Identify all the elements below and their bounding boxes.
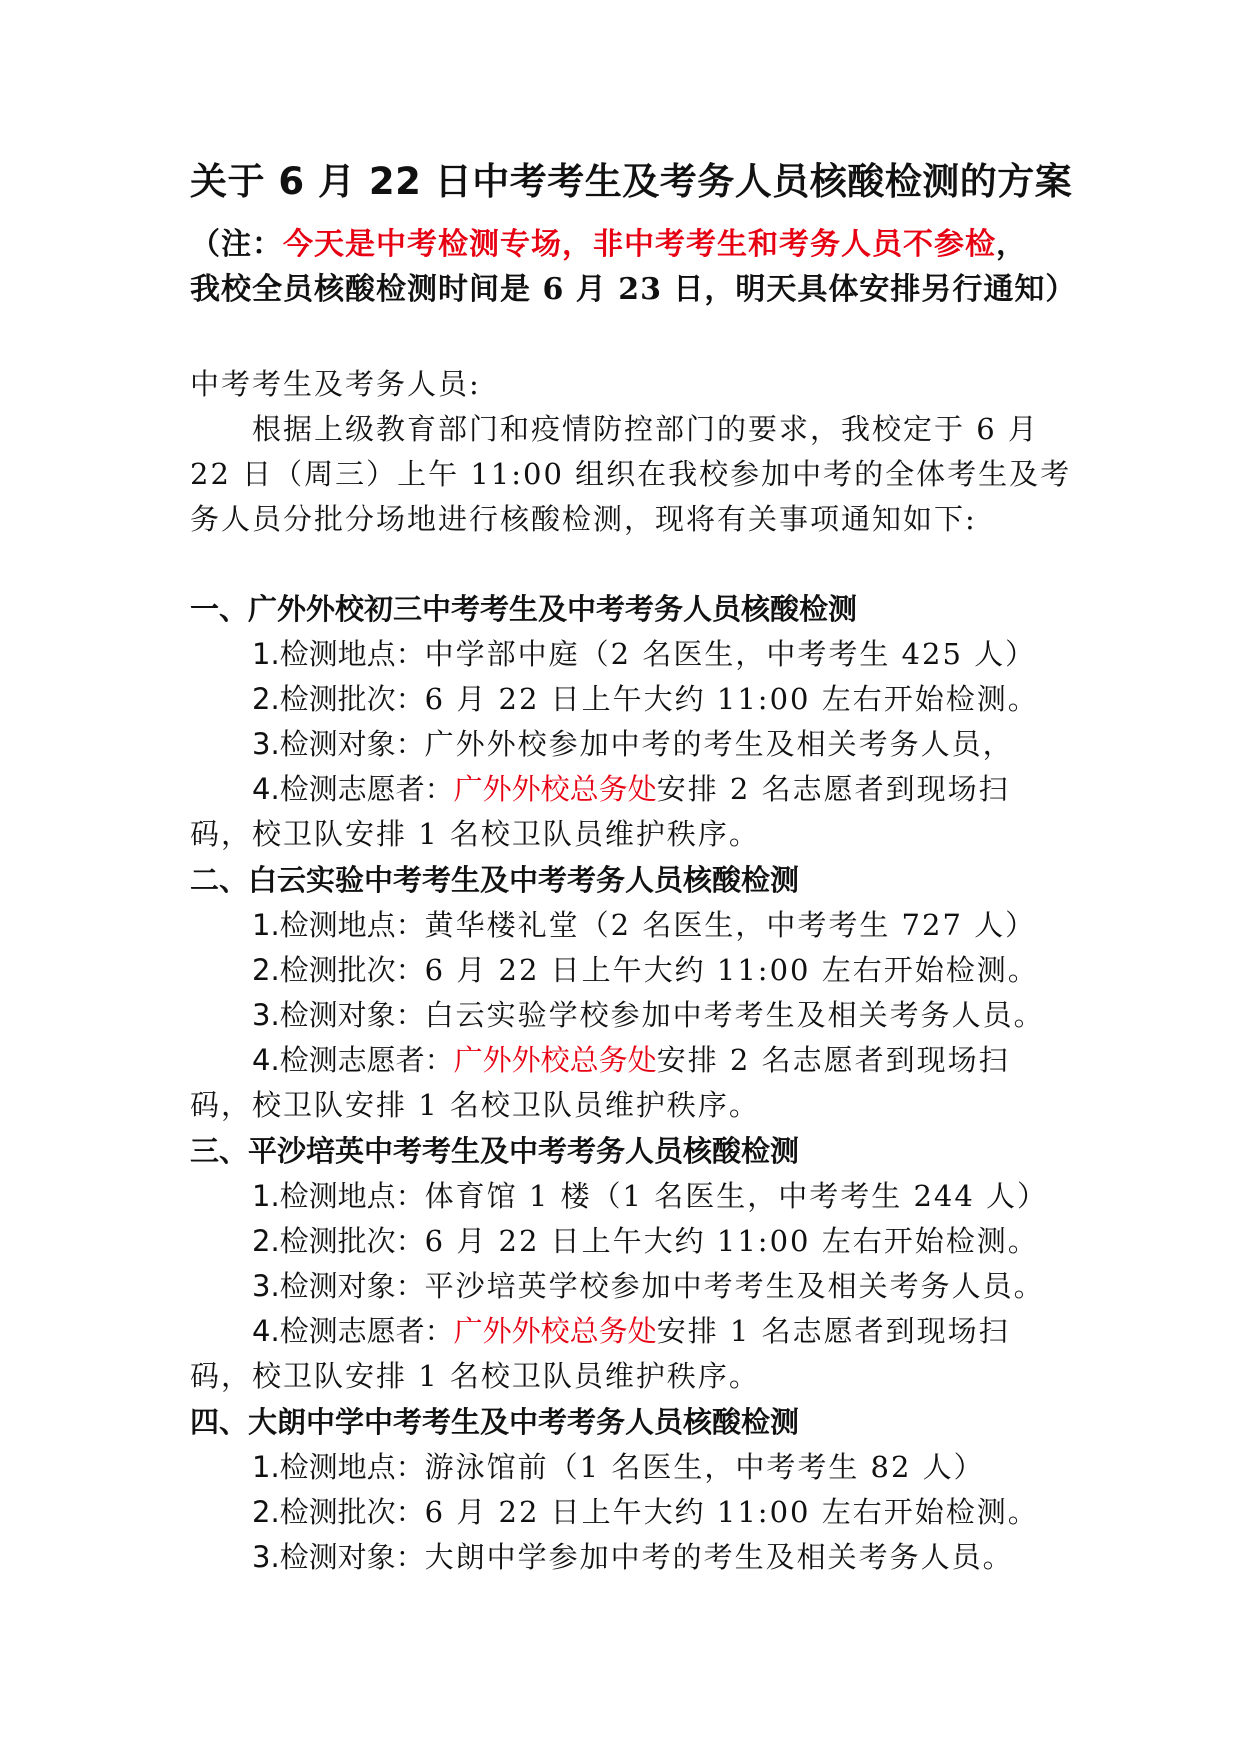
item-label: 2.检测批次： bbox=[252, 1224, 425, 1258]
item-label: 3.检测对象： bbox=[252, 998, 425, 1032]
item-label: 1.检测地点： bbox=[252, 908, 425, 942]
item-text: 安排 1 名志愿者到现场扫 bbox=[656, 1314, 1010, 1348]
item-text: 游泳馆前（1 名医生，中考考生 82 人） bbox=[424, 1450, 985, 1484]
item-text: 6 月 22 日上午大约 11:00 左右开始检测。 bbox=[424, 1224, 1039, 1258]
section-2-heading: 二、白云实验中考考生及中考考务人员核酸检测 bbox=[190, 863, 800, 897]
item-text: 6 月 22 日上午大约 11:00 左右开始检测。 bbox=[424, 1495, 1039, 1529]
item-label: 2.检测批次： bbox=[252, 682, 425, 716]
section-2-item-3 bbox=[252, 993, 1072, 1038]
section-2-item-4-cont: 码，校卫队安排 1 名校卫队员维护秩序。 bbox=[190, 1088, 760, 1122]
salutation: 中考考生及考务人员: bbox=[190, 367, 481, 401]
item-text: 安排 2 名志愿者到现场扫 bbox=[656, 1043, 1010, 1077]
item-text: 中学部中庭（2 名医生，中考考生 425 人） bbox=[424, 637, 1037, 671]
intro-line-3: 务人员分批分场地进行核酸检测，现将有关事项通知如下: bbox=[190, 502, 977, 536]
section-4-item-3 bbox=[252, 1535, 1072, 1580]
section-3-item-3 bbox=[252, 1264, 1072, 1309]
item-label: 4.检测志愿者： bbox=[252, 1314, 454, 1348]
note-line-2: 我校全员核酸检测时间是 6 月 23 日，明天具体安排另行通知） bbox=[190, 272, 1077, 307]
item-text: 安排 2 名志愿者到现场扫 bbox=[656, 772, 1010, 806]
section-1-item-4 bbox=[252, 767, 1072, 812]
section-4-item-1 bbox=[252, 1445, 1072, 1490]
section-3-item-4 bbox=[252, 1309, 1072, 1354]
item-label: 1.检测地点： bbox=[252, 1450, 425, 1484]
section-3-item-1 bbox=[252, 1174, 1072, 1219]
intro-line-2: 22 日（周三）上午 11:00 组织在我校参加中考的全体考生及考 bbox=[190, 457, 1072, 491]
intro-line-1: 根据上级教育部门和疫情防控部门的要求，我校定于 6 月 bbox=[252, 412, 1039, 446]
item-label: 1.检测地点： bbox=[252, 1179, 425, 1213]
note-line-1 bbox=[190, 223, 1090, 267]
item-text: 黄华楼礼堂（2 名医生，中考考生 727 人） bbox=[424, 908, 1037, 942]
section-3-heading: 三、平沙培英中考考生及中考考务人员核酸检测 bbox=[190, 1134, 800, 1168]
item-text: 广外外校参加中考的考生及相关考务人员， bbox=[424, 727, 1014, 761]
item-label: 1.检测地点： bbox=[252, 637, 425, 671]
item-label: 3.检测对象： bbox=[252, 727, 425, 761]
section-2-item-1 bbox=[252, 903, 1072, 948]
item-label: 3.检测对象： bbox=[252, 1540, 425, 1574]
item-label: 4.检测志愿者： bbox=[252, 1043, 454, 1077]
section-3-item-4-cont: 码，校卫队安排 1 名校卫队员维护秩序。 bbox=[190, 1359, 760, 1393]
section-2-item-2 bbox=[252, 948, 1072, 993]
section-3-item-2 bbox=[252, 1219, 1072, 1264]
item-text: 6 月 22 日上午大约 11:00 左右开始检测。 bbox=[424, 953, 1039, 987]
document-title: 关于 6 月 22 日中考考生及考务人员核酸检测的方案 bbox=[190, 160, 1073, 203]
item-text: 大朗中学参加中考的考生及相关考务人员。 bbox=[424, 1540, 1014, 1574]
item-text: 6 月 22 日上午大约 11:00 左右开始检测。 bbox=[424, 682, 1039, 716]
section-4-item-2 bbox=[252, 1490, 1072, 1535]
item-label: 4.检测志愿者： bbox=[252, 772, 454, 806]
item-text: 白云实验学校参加中考考生及相关考务人员。 bbox=[424, 998, 1045, 1032]
section-1-item-3 bbox=[252, 722, 1072, 767]
item-label: 3.检测对象： bbox=[252, 1269, 425, 1303]
item-highlight: 广外外校总务处 bbox=[453, 1314, 657, 1348]
note-highlight: 今天是中考检测专场，非中考考生和考务人员不参检 bbox=[283, 227, 996, 262]
section-1-item-1 bbox=[252, 632, 1072, 677]
item-label: 2.检测批次： bbox=[252, 953, 425, 987]
note-comma: ， bbox=[996, 227, 1027, 262]
section-2-item-4 bbox=[252, 1038, 1072, 1083]
note-open: （注： bbox=[190, 227, 283, 262]
item-highlight: 广外外校总务处 bbox=[453, 772, 657, 806]
item-text: 平沙培英学校参加中考考生及相关考务人员。 bbox=[424, 1269, 1045, 1303]
section-1-item-2 bbox=[252, 677, 1072, 722]
section-1-heading: 一、广外外校初三中考考生及中考考务人员核酸检测 bbox=[190, 592, 858, 626]
item-text: 体育馆 1 楼（1 名医生，中考考生 244 人） bbox=[424, 1179, 1049, 1213]
item-label: 2.检测批次： bbox=[252, 1495, 425, 1529]
section-4-heading: 四、大朗中学中考考生及中考考务人员核酸检测 bbox=[190, 1405, 800, 1439]
section-1-item-4-cont: 码，校卫队安排 1 名校卫队员维护秩序。 bbox=[190, 817, 760, 851]
item-highlight: 广外外校总务处 bbox=[453, 1043, 657, 1077]
